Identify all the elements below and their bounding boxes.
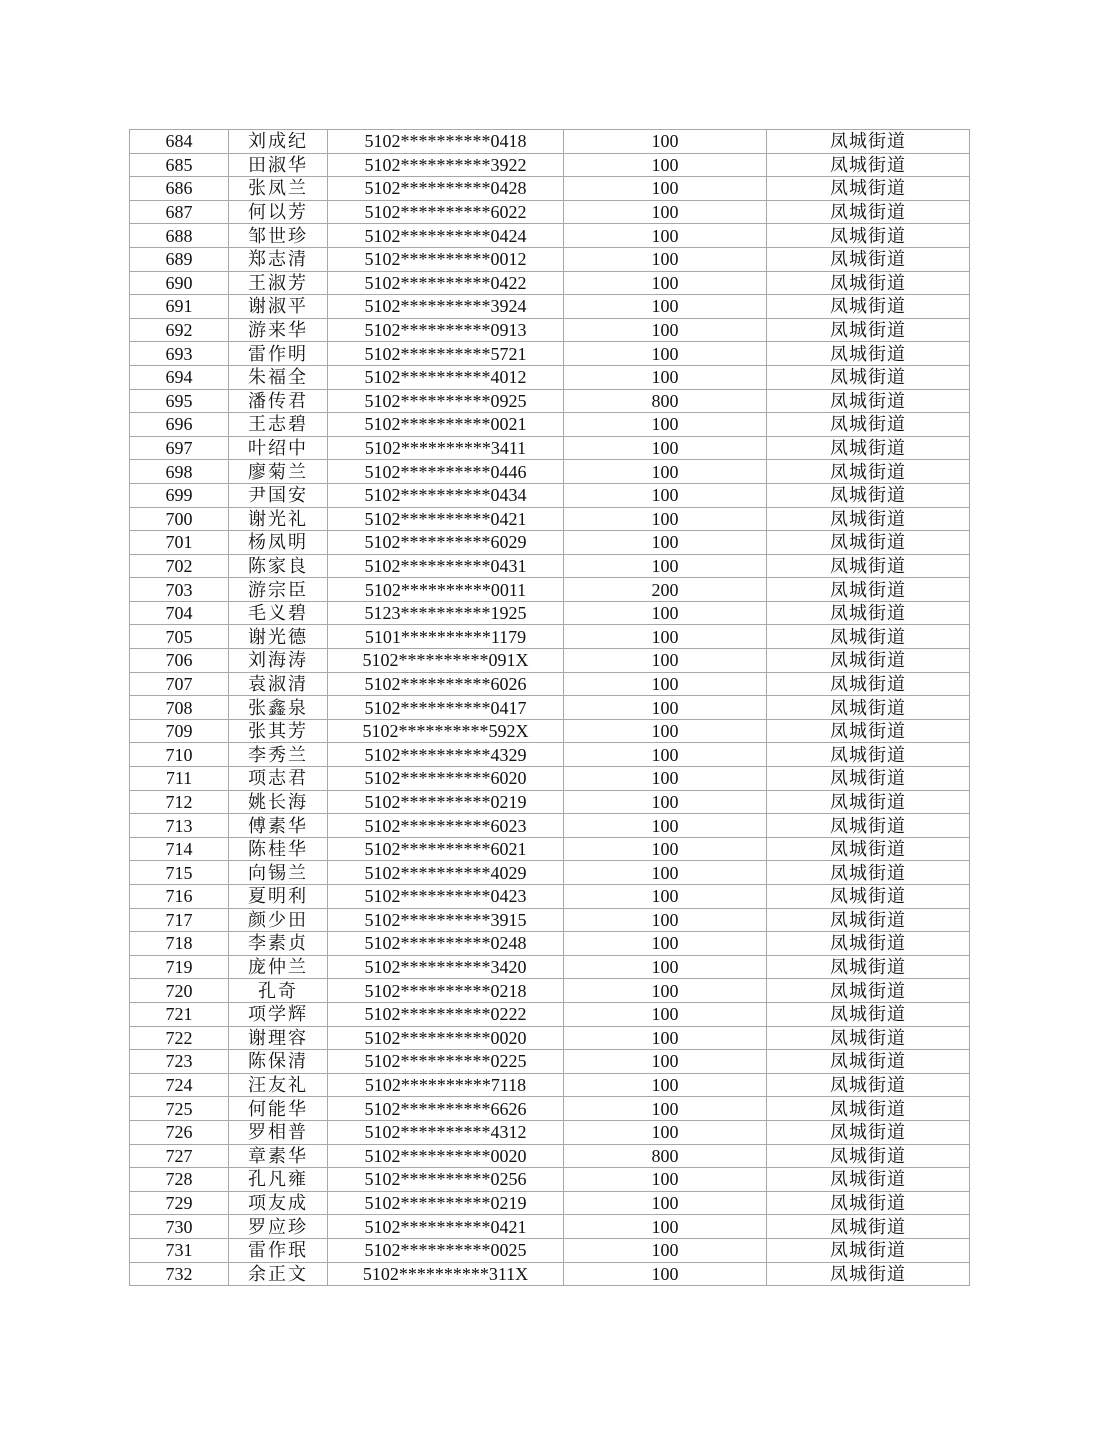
table-row (130, 1215, 970, 1239)
name-cell: 陈保清 (229, 1050, 328, 1074)
id-number-cell: 5102**********0925 (328, 389, 564, 413)
amount-cell: 100 (564, 790, 767, 814)
row-number-cell: 714 (130, 837, 229, 861)
row-number-cell: 725 (130, 1097, 229, 1121)
name-cell: 罗相普 (229, 1120, 328, 1144)
table-row (130, 625, 970, 649)
row-number-cell: 685 (130, 153, 229, 177)
name-cell: 陈家良 (229, 554, 328, 578)
id-number-cell: 5102**********6029 (328, 531, 564, 555)
amount-cell: 100 (564, 531, 767, 555)
area-cell: 凤城街道 (767, 814, 970, 838)
amount-cell: 100 (564, 719, 767, 743)
area-cell: 凤城街道 (767, 1050, 970, 1074)
row-number-cell: 706 (130, 649, 229, 673)
name-cell: 谢淑平 (229, 295, 328, 319)
id-number-cell: 5102**********4329 (328, 743, 564, 767)
name-cell: 庞仲兰 (229, 955, 328, 979)
id-number-cell: 5102**********0446 (328, 460, 564, 484)
name-cell: 王志碧 (229, 413, 328, 437)
id-number-cell: 5102**********6026 (328, 672, 564, 696)
table-row (130, 531, 970, 555)
amount-cell: 100 (564, 601, 767, 625)
area-cell: 凤城街道 (767, 483, 970, 507)
amount-cell: 100 (564, 200, 767, 224)
name-cell: 张凤兰 (229, 177, 328, 201)
area-cell: 凤城街道 (767, 601, 970, 625)
area-cell: 凤城街道 (767, 365, 970, 389)
records-table (129, 129, 970, 1286)
area-cell: 凤城街道 (767, 1144, 970, 1168)
area-cell: 凤城街道 (767, 271, 970, 295)
amount-cell: 100 (564, 696, 767, 720)
id-number-cell: 5102**********311X (328, 1262, 564, 1286)
amount-cell: 100 (564, 507, 767, 531)
id-number-cell: 5101**********1179 (328, 625, 564, 649)
name-cell: 颜少田 (229, 908, 328, 932)
area-cell: 凤城街道 (767, 1238, 970, 1262)
amount-cell: 100 (564, 554, 767, 578)
amount-cell: 100 (564, 1262, 767, 1286)
name-cell: 谢光礼 (229, 507, 328, 531)
table-row (130, 1050, 970, 1074)
id-number-cell: 5102**********0025 (328, 1238, 564, 1262)
area-cell: 凤城街道 (767, 342, 970, 366)
area-cell: 凤城街道 (767, 649, 970, 673)
table-row (130, 389, 970, 413)
amount-cell: 100 (564, 1002, 767, 1026)
table-row (130, 837, 970, 861)
table-row (130, 601, 970, 625)
name-cell: 叶绍中 (229, 436, 328, 460)
amount-cell: 100 (564, 837, 767, 861)
table-row (130, 554, 970, 578)
amount-cell: 100 (564, 908, 767, 932)
area-cell: 凤城街道 (767, 979, 970, 1003)
name-cell: 孔凡雍 (229, 1168, 328, 1192)
area-cell: 凤城街道 (767, 554, 970, 578)
id-number-cell: 5102**********0225 (328, 1050, 564, 1074)
area-cell: 凤城街道 (767, 837, 970, 861)
area-cell: 凤城街道 (767, 507, 970, 531)
row-number-cell: 720 (130, 979, 229, 1003)
row-number-cell: 726 (130, 1120, 229, 1144)
row-number-cell: 702 (130, 554, 229, 578)
area-cell: 凤城街道 (767, 247, 970, 271)
area-cell: 凤城街道 (767, 200, 970, 224)
id-number-cell: 5102**********6022 (328, 200, 564, 224)
table-row (130, 177, 970, 201)
row-number-cell: 689 (130, 247, 229, 271)
id-number-cell: 5102**********0424 (328, 224, 564, 248)
id-number-cell: 5102**********0428 (328, 177, 564, 201)
name-cell: 傅素华 (229, 814, 328, 838)
name-cell: 谢光德 (229, 625, 328, 649)
table-row (130, 1168, 970, 1192)
table-row (130, 224, 970, 248)
id-number-cell: 5102**********0434 (328, 483, 564, 507)
name-cell: 李素贞 (229, 932, 328, 956)
area-cell: 凤城街道 (767, 719, 970, 743)
id-number-cell: 5102**********7118 (328, 1073, 564, 1097)
id-number-cell: 5102**********091X (328, 649, 564, 673)
id-number-cell: 5102**********0020 (328, 1144, 564, 1168)
id-number-cell: 5102**********0417 (328, 696, 564, 720)
amount-cell: 100 (564, 1073, 767, 1097)
name-cell: 雷作明 (229, 342, 328, 366)
area-cell: 凤城街道 (767, 1026, 970, 1050)
area-cell: 凤城街道 (767, 318, 970, 342)
area-cell: 凤城街道 (767, 436, 970, 460)
area-cell: 凤城街道 (767, 672, 970, 696)
table-row (130, 153, 970, 177)
id-number-cell: 5102**********3915 (328, 908, 564, 932)
id-number-cell: 5102**********3924 (328, 295, 564, 319)
amount-cell: 100 (564, 1120, 767, 1144)
amount-cell: 100 (564, 483, 767, 507)
amount-cell: 800 (564, 389, 767, 413)
amount-cell: 200 (564, 578, 767, 602)
table-row (130, 908, 970, 932)
id-number-cell: 5102**********0020 (328, 1026, 564, 1050)
row-number-cell: 684 (130, 130, 229, 154)
table-row (130, 979, 970, 1003)
table-row (130, 365, 970, 389)
table-row (130, 1191, 970, 1215)
table-row (130, 861, 970, 885)
table-row (130, 1262, 970, 1286)
id-number-cell: 5102**********0012 (328, 247, 564, 271)
area-cell: 凤城街道 (767, 578, 970, 602)
amount-cell: 100 (564, 979, 767, 1003)
amount-cell: 100 (564, 413, 767, 437)
row-number-cell: 700 (130, 507, 229, 531)
table-row (130, 200, 970, 224)
area-cell: 凤城街道 (767, 1191, 970, 1215)
row-number-cell: 698 (130, 460, 229, 484)
amount-cell: 100 (564, 743, 767, 767)
id-number-cell: 5102**********0222 (328, 1002, 564, 1026)
amount-cell: 100 (564, 1097, 767, 1121)
amount-cell: 100 (564, 224, 767, 248)
name-cell: 章素华 (229, 1144, 328, 1168)
area-cell: 凤城街道 (767, 790, 970, 814)
amount-cell: 100 (564, 295, 767, 319)
row-number-cell: 688 (130, 224, 229, 248)
amount-cell: 100 (564, 153, 767, 177)
table-row (130, 767, 970, 791)
area-cell: 凤城街道 (767, 1120, 970, 1144)
row-number-cell: 692 (130, 318, 229, 342)
row-number-cell: 694 (130, 365, 229, 389)
name-cell: 夏明利 (229, 885, 328, 909)
amount-cell: 100 (564, 1191, 767, 1215)
name-cell: 邹世珍 (229, 224, 328, 248)
row-number-cell: 731 (130, 1238, 229, 1262)
name-cell: 潘传君 (229, 389, 328, 413)
row-number-cell: 708 (130, 696, 229, 720)
row-number-cell: 716 (130, 885, 229, 909)
name-cell: 项学辉 (229, 1002, 328, 1026)
id-number-cell: 5102**********3420 (328, 955, 564, 979)
id-number-cell: 5102**********4312 (328, 1120, 564, 1144)
name-cell: 李秀兰 (229, 743, 328, 767)
row-number-cell: 699 (130, 483, 229, 507)
amount-cell: 100 (564, 342, 767, 366)
id-number-cell: 5102**********3411 (328, 436, 564, 460)
table-row (130, 672, 970, 696)
table-row (130, 342, 970, 366)
name-cell: 刘成纪 (229, 130, 328, 154)
table-row (130, 1026, 970, 1050)
amount-cell: 100 (564, 177, 767, 201)
name-cell: 余正文 (229, 1262, 328, 1286)
name-cell: 雷作珉 (229, 1238, 328, 1262)
amount-cell: 100 (564, 1238, 767, 1262)
id-number-cell: 5102**********4029 (328, 861, 564, 885)
table-row (130, 413, 970, 437)
table-row (130, 247, 970, 271)
name-cell: 谢理容 (229, 1026, 328, 1050)
area-cell: 凤城街道 (767, 531, 970, 555)
area-cell: 凤城街道 (767, 908, 970, 932)
table-row (130, 1097, 970, 1121)
area-cell: 凤城街道 (767, 224, 970, 248)
area-cell: 凤城街道 (767, 130, 970, 154)
id-number-cell: 5102**********0421 (328, 1215, 564, 1239)
id-number-cell: 5102**********0421 (328, 507, 564, 531)
table-row (130, 743, 970, 767)
area-cell: 凤城街道 (767, 696, 970, 720)
area-cell: 凤城街道 (767, 1262, 970, 1286)
id-number-cell: 5102**********0422 (328, 271, 564, 295)
id-number-cell: 5102**********0011 (328, 578, 564, 602)
amount-cell: 100 (564, 1050, 767, 1074)
table-row (130, 955, 970, 979)
amount-cell: 100 (564, 767, 767, 791)
area-cell: 凤城街道 (767, 743, 970, 767)
id-number-cell: 5102**********0218 (328, 979, 564, 1003)
row-number-cell: 701 (130, 531, 229, 555)
row-number-cell: 709 (130, 719, 229, 743)
name-cell: 姚长海 (229, 790, 328, 814)
table-row (130, 460, 970, 484)
table-row (130, 696, 970, 720)
table-row (130, 932, 970, 956)
name-cell: 田淑华 (229, 153, 328, 177)
table-row (130, 1238, 970, 1262)
name-cell: 陈桂华 (229, 837, 328, 861)
table-row (130, 295, 970, 319)
amount-cell: 100 (564, 932, 767, 956)
amount-cell: 100 (564, 955, 767, 979)
id-number-cell: 5102**********6626 (328, 1097, 564, 1121)
row-number-cell: 729 (130, 1191, 229, 1215)
id-number-cell: 5102**********0256 (328, 1168, 564, 1192)
name-cell: 何能华 (229, 1097, 328, 1121)
row-number-cell: 723 (130, 1050, 229, 1074)
row-number-cell: 712 (130, 790, 229, 814)
table-row (130, 318, 970, 342)
table-row (130, 885, 970, 909)
row-number-cell: 705 (130, 625, 229, 649)
table-row (130, 1144, 970, 1168)
id-number-cell: 5102**********0219 (328, 790, 564, 814)
area-cell: 凤城街道 (767, 955, 970, 979)
id-number-cell: 5102**********0418 (328, 130, 564, 154)
table-row (130, 649, 970, 673)
area-cell: 凤城街道 (767, 1215, 970, 1239)
row-number-cell: 691 (130, 295, 229, 319)
amount-cell: 100 (564, 625, 767, 649)
area-cell: 凤城街道 (767, 153, 970, 177)
amount-cell: 100 (564, 436, 767, 460)
id-number-cell: 5102**********0219 (328, 1191, 564, 1215)
amount-cell: 800 (564, 1144, 767, 1168)
amount-cell: 100 (564, 247, 767, 271)
name-cell: 刘海涛 (229, 649, 328, 673)
id-number-cell: 5102**********0431 (328, 554, 564, 578)
amount-cell: 100 (564, 1215, 767, 1239)
row-number-cell: 718 (130, 932, 229, 956)
table-row (130, 271, 970, 295)
table-row (130, 130, 970, 154)
table-row (130, 814, 970, 838)
name-cell: 罗应珍 (229, 1215, 328, 1239)
name-cell: 杨凤明 (229, 531, 328, 555)
area-cell: 凤城街道 (767, 625, 970, 649)
name-cell: 游来华 (229, 318, 328, 342)
table-row (130, 1002, 970, 1026)
amount-cell: 100 (564, 814, 767, 838)
area-cell: 凤城街道 (767, 1168, 970, 1192)
area-cell: 凤城街道 (767, 389, 970, 413)
records-table-body (130, 130, 970, 1286)
amount-cell: 100 (564, 1168, 767, 1192)
id-number-cell: 5102**********0423 (328, 885, 564, 909)
amount-cell: 100 (564, 130, 767, 154)
row-number-cell: 721 (130, 1002, 229, 1026)
row-number-cell: 704 (130, 601, 229, 625)
row-number-cell: 686 (130, 177, 229, 201)
row-number-cell: 715 (130, 861, 229, 885)
table-row (130, 578, 970, 602)
amount-cell: 100 (564, 672, 767, 696)
area-cell: 凤城街道 (767, 1002, 970, 1026)
name-cell: 毛义碧 (229, 601, 328, 625)
name-cell: 孔奇 (229, 979, 328, 1003)
area-cell: 凤城街道 (767, 932, 970, 956)
name-cell: 项志君 (229, 767, 328, 791)
table-row (130, 483, 970, 507)
table-row (130, 790, 970, 814)
table-row (130, 1073, 970, 1097)
id-number-cell: 5123**********1925 (328, 601, 564, 625)
name-cell: 张其芳 (229, 719, 328, 743)
row-number-cell: 719 (130, 955, 229, 979)
table-row (130, 719, 970, 743)
name-cell: 朱福全 (229, 365, 328, 389)
name-cell: 何以芳 (229, 200, 328, 224)
name-cell: 项友成 (229, 1191, 328, 1215)
area-cell: 凤城街道 (767, 1073, 970, 1097)
area-cell: 凤城街道 (767, 460, 970, 484)
row-number-cell: 690 (130, 271, 229, 295)
row-number-cell: 713 (130, 814, 229, 838)
table-row (130, 1120, 970, 1144)
area-cell: 凤城街道 (767, 861, 970, 885)
row-number-cell: 727 (130, 1144, 229, 1168)
name-cell: 尹国安 (229, 483, 328, 507)
id-number-cell: 5102**********592X (328, 719, 564, 743)
amount-cell: 100 (564, 271, 767, 295)
row-number-cell: 687 (130, 200, 229, 224)
table-row (130, 436, 970, 460)
area-cell: 凤城街道 (767, 177, 970, 201)
area-cell: 凤城街道 (767, 885, 970, 909)
id-number-cell: 5102**********4012 (328, 365, 564, 389)
table-row (130, 507, 970, 531)
row-number-cell: 724 (130, 1073, 229, 1097)
id-number-cell: 5102**********6023 (328, 814, 564, 838)
id-number-cell: 5102**********0021 (328, 413, 564, 437)
id-number-cell: 5102**********0913 (328, 318, 564, 342)
row-number-cell: 703 (130, 578, 229, 602)
row-number-cell: 695 (130, 389, 229, 413)
name-cell: 张鑫泉 (229, 696, 328, 720)
amount-cell: 100 (564, 318, 767, 342)
row-number-cell: 707 (130, 672, 229, 696)
row-number-cell: 728 (130, 1168, 229, 1192)
id-number-cell: 5102**********5721 (328, 342, 564, 366)
name-cell: 袁淑清 (229, 672, 328, 696)
row-number-cell: 697 (130, 436, 229, 460)
row-number-cell: 722 (130, 1026, 229, 1050)
amount-cell: 100 (564, 460, 767, 484)
row-number-cell: 711 (130, 767, 229, 791)
amount-cell: 100 (564, 649, 767, 673)
id-number-cell: 5102**********6020 (328, 767, 564, 791)
row-number-cell: 693 (130, 342, 229, 366)
name-cell: 汪友礼 (229, 1073, 328, 1097)
row-number-cell: 730 (130, 1215, 229, 1239)
amount-cell: 100 (564, 885, 767, 909)
id-number-cell: 5102**********0248 (328, 932, 564, 956)
row-number-cell: 710 (130, 743, 229, 767)
id-number-cell: 5102**********6021 (328, 837, 564, 861)
row-number-cell: 696 (130, 413, 229, 437)
name-cell: 游宗臣 (229, 578, 328, 602)
amount-cell: 100 (564, 365, 767, 389)
row-number-cell: 732 (130, 1262, 229, 1286)
area-cell: 凤城街道 (767, 1097, 970, 1121)
area-cell: 凤城街道 (767, 413, 970, 437)
area-cell: 凤城街道 (767, 295, 970, 319)
name-cell: 向锡兰 (229, 861, 328, 885)
row-number-cell: 717 (130, 908, 229, 932)
name-cell: 郑志清 (229, 247, 328, 271)
name-cell: 王淑芳 (229, 271, 328, 295)
name-cell: 廖菊兰 (229, 460, 328, 484)
area-cell: 凤城街道 (767, 767, 970, 791)
amount-cell: 100 (564, 861, 767, 885)
amount-cell: 100 (564, 1026, 767, 1050)
id-number-cell: 5102**********3922 (328, 153, 564, 177)
